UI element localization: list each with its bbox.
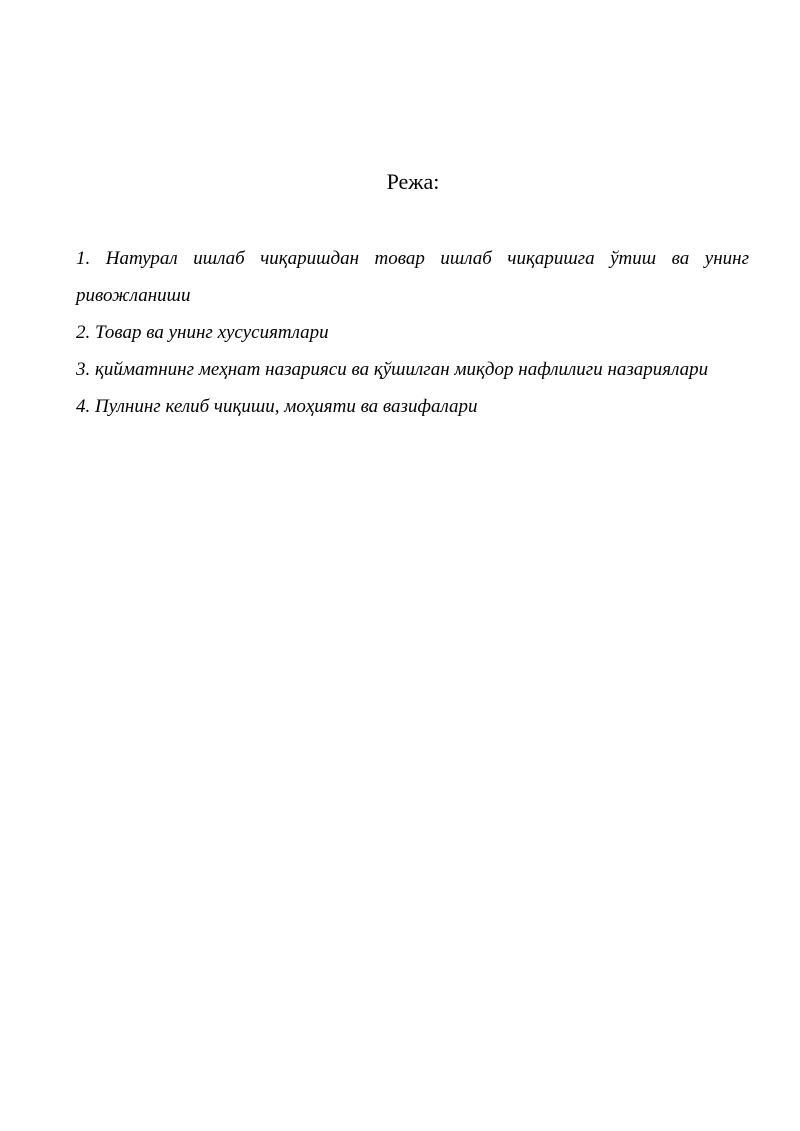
plan-item-1: 1. Натурал ишлаб чиқаришдан товар ишлаб чиқаришга ўтиш ва унинг ривожланиши xyxy=(76,248,749,306)
plan-item-4: 4. Пулнинг келиб чиқиши, моҳияти ва вазифалари xyxy=(76,396,478,417)
plan-item-2: 2. Товар ва унинг хусусиятлари xyxy=(76,322,329,343)
page-title: Режа: xyxy=(386,169,440,194)
plan-item-3: 3. қийматнинг меҳнат назарияси ва қўшилган миқдор нафлилиги назариялари xyxy=(76,359,709,380)
plan-list xyxy=(76,240,749,425)
